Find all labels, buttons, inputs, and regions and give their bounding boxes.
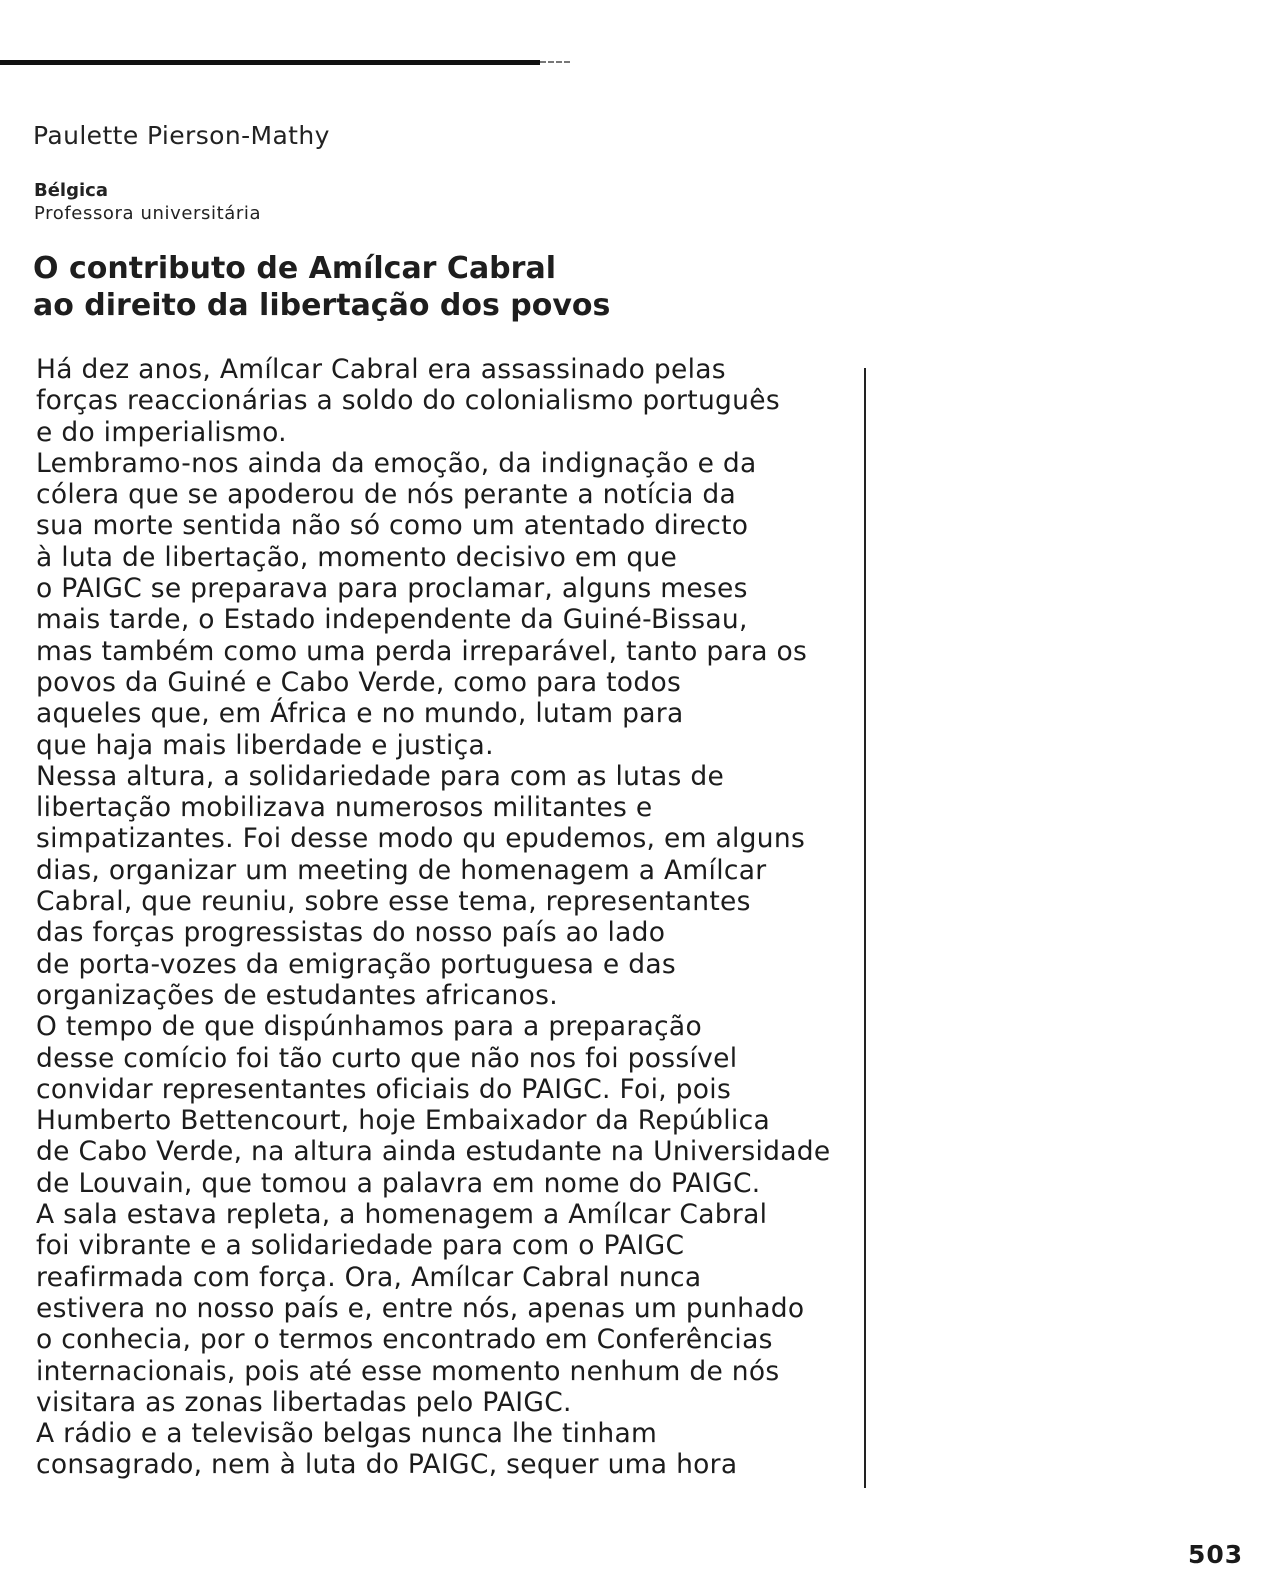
body-line: Nessa altura, a solidariedade para com as lutas de [36,760,725,792]
body-line: Humberto Bettencourt, hoje Embaixador da República [36,1105,770,1137]
body-line: libertação mobilizava numerosos militantes e [36,792,653,824]
author-name: Paulette Pierson-Mathy [33,121,330,150]
body-line: e do imperialismo. [36,416,287,448]
body-line: povos da Guiné e Cabo Verde, como para todos [36,666,682,698]
body-line: Há dez anos, Amílcar Cabral era assassinado pelas [36,354,726,385]
body-line: das forças progressistas do nosso país ao lado [36,917,666,949]
body-line: A rádio e a televisão belgas nunca lhe tinham [36,1418,658,1450]
body-line: sua morte sentida não só como um atentado directo [36,510,749,542]
body-line: A sala estava repleta, a homenagem a Amílcar Cabral [36,1199,768,1231]
body-line: dias, organizar um meeting de homenagem a Amílcar [36,854,767,886]
body-line: Lembramo-nos ainda da emoção, da indignação e da [36,447,757,479]
body-line: Cabral, que reuniu, sobre esse tema, representantes [36,886,751,918]
column-margin-rule [864,368,866,1488]
body-line: estivera no nosso país e, entre nós, apenas um punhado [36,1292,805,1324]
page-number: 503 [1188,1540,1244,1569]
body-line: O tempo de que dispúnhamos para a preparação [36,1011,702,1043]
author-role: Professora universitária [34,203,262,224]
body-line: desse comício foi tão curto que não nos foi possível [36,1042,738,1074]
body-line: mais tarde, o Estado independente da Guiné-Bissau, [36,604,748,636]
title-line: O contributo de Amílcar Cabral [33,251,556,286]
body-line: convidar representantes oficiais do PAIGC. Foi, pois [36,1073,732,1105]
body-line: à luta de libertação, momento decisivo em que [36,541,678,573]
body-line: de porta-vozes da emigração portuguesa e das [36,948,676,980]
body-line: mas também como uma perda irreparável, tanto para os [36,635,808,667]
body-line: cólera que se apoderou de nós perante a notícia da [36,479,737,511]
title-line: ao direito da libertação dos povos [33,288,611,323]
header-rule [0,60,540,65]
body-line: visitara as zonas libertadas pelo PAIGC. [36,1386,572,1418]
body-line: simpatizantes. Foi desse modo qu epudemos, em alguns [36,823,806,855]
body-line: o conhecia, por o termos encontrado em Conferências [36,1324,773,1356]
body-line: organizações de estudantes africanos. [36,979,558,1011]
body-line: de Louvain, que tomou a palavra em nome do PAIGC. [36,1167,761,1199]
body-line: que haja mais liberdade e justiça. [36,729,494,761]
article-body [36,354,851,1481]
body-line: consagrado, nem à luta do PAIGC, sequer uma hora [36,1449,738,1481]
body-line: internacionais, pois até esse momento nenhum de nós [36,1355,780,1387]
body-line: foi vibrante e a solidariedade para com o PAIGC [36,1230,685,1262]
body-line: de Cabo Verde, na altura ainda estudante na Universidade [36,1136,831,1168]
author-country: Bélgica [34,180,108,201]
header-rule-faint [540,61,570,63]
article-title [33,250,610,324]
body-line: o PAIGC se preparava para proclamar, alguns meses [36,573,748,605]
body-line: reafirmada com força. Ora, Amílcar Cabral nunca [36,1261,702,1293]
body-line: aqueles que, em África e no mundo, lutam para [36,698,684,730]
body-line: forças reaccionárias a soldo do colonialismo português [36,385,780,417]
